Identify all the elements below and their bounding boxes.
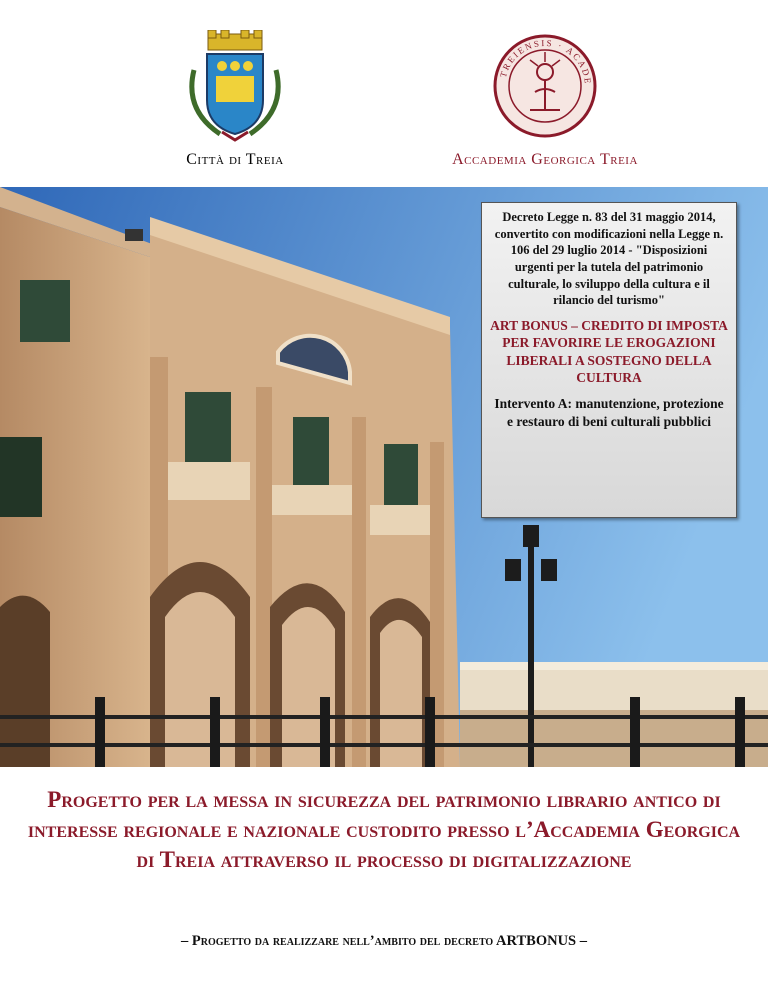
seal-text: TREIENSIS · ACADE xyxy=(497,37,594,86)
accademia-georgica-logo xyxy=(390,30,700,169)
left-org-name: Città di Treia xyxy=(186,151,284,168)
project-subtitle: – Progetto da realizzare nell’ambito del decreto ARTBONUS – xyxy=(181,933,587,949)
academy-seal-icon xyxy=(490,30,600,142)
info-box xyxy=(481,202,737,518)
decree-text: Decreto Legge n. 83 del 31 maggio 2014, convertito con modificazioni nella Legge n. 106 del 29 luglio 2014 - "Disposizioni urgenti per la tutela del patrimonio culturale, lo sviluppo della cultura e il rilancio del turismo" xyxy=(494,210,724,308)
citta-di-treia-logo xyxy=(135,30,335,169)
right-org-name: Accademia Georgica Treia xyxy=(452,151,638,168)
coat-of-arms-icon xyxy=(180,30,290,142)
intervento-text: Intervento A: manutenzione, protezione e restauro di beni culturali pubblici xyxy=(494,395,724,429)
artbonus-heading: ART BONUS – CREDITO DI IMPOSTA PER FAVORIRE LE EROGAZIONI LIBERALI A SOSTEGNO DELLA CULTURA xyxy=(490,317,728,386)
project-title: Progetto per la messa in sicurezza del patrimonio librario antico di interesse regionale e nazionale custodito presso l’Accademia Georgica di Treia attraverso il processo di digitalizzazione xyxy=(27,787,741,872)
